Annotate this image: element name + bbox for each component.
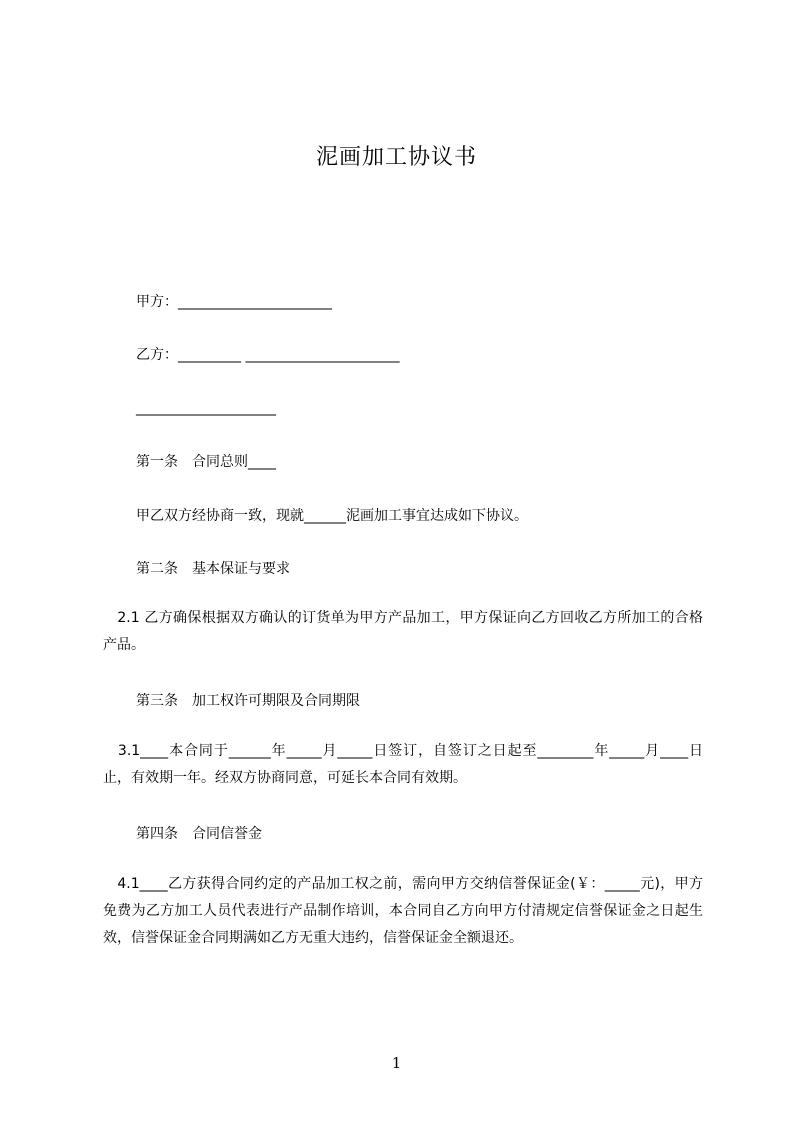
article1-text: 甲乙双方经协商一致，现就______泥画加工事宜达成如下协议。 [136, 508, 528, 524]
party-a-line: 甲方：______________________ [136, 294, 332, 310]
article4-text: 4.1____乙方获得合同约定的产品加工权之前，需向甲方交纳信誉保证金(￥：_____元)，甲方免费为乙方加工人员代表进行产品制作培训，本合同自乙方向甲方付清规定信誉保证金之日起生效，信誉保证金合同期满如乙方无重大违约，信誉保证金全额退还。 [103, 876, 703, 946]
article4-heading: 第四条 合同信誉金 [136, 826, 262, 842]
article3-heading: 第三条 加工权许可期限及合同期限 [136, 693, 360, 709]
page-number: 1 [391, 1054, 402, 1072]
article2-heading: 第二条 基本保证与要求 [136, 561, 290, 577]
article3-text: 3.1____本合同于______年_____月_____日签订，自签订之日起至________年_____月____日止，有效期一年。经双方协商同意，可延长本合同有效期。 [103, 743, 703, 786]
party-b-line: 乙方：_________ ______________________ [136, 347, 400, 363]
article1-heading: 第一条 合同总则____ [136, 454, 276, 470]
blank-line: ____________________ [136, 400, 276, 416]
document-title: 泥画加工协议书 [315, 145, 477, 170]
article2-text: 2.1 乙方确保根据双方确认的订货单为甲方产品加工，甲方保证向乙方回收乙方所加工的合格产品。 [103, 610, 703, 653]
